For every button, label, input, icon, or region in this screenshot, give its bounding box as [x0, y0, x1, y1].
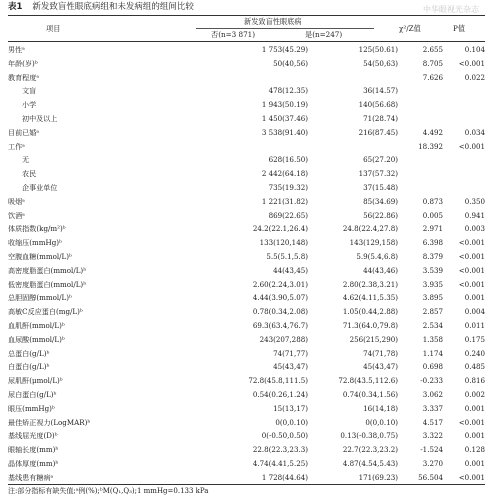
cell-no-group: 133(120,148) [259, 238, 308, 248]
cell-no-group [158, 71, 308, 85]
row-label: 饮酒ᵃ [8, 210, 25, 220]
cell-statistic: 2.655 [422, 45, 443, 54]
cell-p-value: <0.001 [458, 251, 485, 261]
cell-statistic: 3.935 [422, 279, 443, 289]
row-label: 总胆固醇(mmol/L)ᵇ [8, 293, 72, 303]
row-label: 白蛋白(g/L)ᵇ [8, 362, 50, 372]
row-label: 眼压(mmHg)ᵇ [8, 403, 55, 413]
cell-yes-group: 85(34.69) [363, 196, 398, 206]
table-row [8, 374, 485, 388]
header-p: P值 [453, 24, 466, 33]
row-label: 农民 [22, 169, 37, 179]
row-label: 小学 [22, 100, 37, 110]
cell-statistic: 7.626 [422, 72, 443, 82]
table-number: 表1 [8, 2, 23, 12]
row-label: 体质指数(kg/m²)ᵇ [8, 224, 66, 234]
cell-no-group: 869(22.65) [268, 210, 308, 220]
cell-yes-group: 24.8(22.4,27.8) [342, 224, 398, 234]
cell-statistic: 0.698 [422, 362, 443, 372]
table-row [8, 360, 485, 374]
table-row [8, 429, 485, 443]
data-table [8, 43, 485, 485]
table-row [8, 347, 485, 361]
cell-no-group: 0(0,0.10) [275, 417, 308, 427]
cell-no-group: 628(16.50) [268, 155, 308, 165]
cell-yes-group: 44(43,46) [363, 265, 398, 275]
cell-yes-group: 5.9(5.4,6.8) [356, 251, 398, 261]
row-label: 血尿酸(mmol/L)ᵇ [8, 334, 65, 344]
header-item: 项目 [46, 24, 61, 33]
cell-yes-group: 256(215,290) [349, 334, 398, 344]
table-row [8, 305, 485, 319]
table-row [8, 319, 485, 333]
cell-p-value: 0.001 [464, 431, 485, 441]
row-label: 空腹血糖(mmol/L)ᵇ [8, 251, 72, 261]
table-row [8, 126, 485, 140]
cell-yes-group: 171(69.23) [358, 472, 398, 482]
cell-statistic: -0.233 [420, 376, 443, 386]
cell-no-group: 4.44(3.90,5.07) [252, 293, 308, 303]
row-label: 晶体厚度(mm)ᵇ [8, 458, 59, 468]
cell-yes-group: 0.13(-0.38,0.75) [340, 431, 398, 441]
table-row [8, 333, 485, 347]
cell-no-group: 1 221(31.82) [261, 196, 308, 206]
cell-p-value: <0.001 [458, 58, 485, 68]
row-label: 基线屈光度(D)ᵇ [8, 431, 58, 441]
cell-no-group: 2.60(2.24,3.01) [252, 279, 308, 289]
cell-p-value [443, 112, 485, 126]
cell-statistic: 3.539 [422, 265, 443, 275]
cell-no-group: 0.54(0.26,1.24) [252, 389, 308, 399]
table-row [8, 457, 485, 471]
cell-no-group: 3 538(91.40) [261, 127, 308, 137]
cell-p-value [443, 153, 485, 167]
cell-p-value [443, 167, 485, 181]
cell-yes-group: 72.8(43.5,112.6) [338, 376, 398, 386]
table-title: 新发致盲性眼底病组和未发病组的组间比较 [32, 2, 194, 12]
cell-statistic: 4.517 [422, 417, 443, 427]
cell-no-group: 1 728(44.64) [261, 472, 308, 482]
cell-p-value: 0.001 [464, 403, 485, 413]
cell-no-group: 5.5(5.1,5.8) [266, 251, 308, 261]
row-label: 年龄(岁)ᵇ [8, 58, 38, 68]
cell-statistic: 1.358 [422, 334, 443, 344]
row-label: 教育程度ᵃ [8, 72, 40, 82]
row-label: 收缩压(mmHg)ᵇ [8, 238, 62, 248]
cell-statistic [398, 112, 443, 126]
row-label: 基线患有糖病ᵃ [8, 472, 54, 482]
bottom-rule [8, 484, 485, 485]
header-no: 否(n=3 871) [211, 30, 256, 39]
cell-statistic [398, 98, 443, 112]
table-row [8, 195, 485, 209]
cell-no-group: 735(19.32) [268, 182, 308, 192]
table-row [8, 443, 485, 457]
cell-statistic: 56.504 [418, 472, 443, 482]
cell-yes-group: 2.80(2.38,3.21) [342, 279, 398, 289]
row-label: 眼轴长度(mm)ᵇ [8, 445, 59, 455]
cell-p-value: 0.004 [464, 307, 485, 317]
cell-yes-group: 4.62(4.11,5.35) [342, 293, 398, 303]
cell-statistic: 3.337 [422, 403, 443, 413]
cell-p-value: <0.001 [458, 265, 485, 275]
table-row [8, 222, 485, 236]
cell-p-value: <0.001 [458, 417, 485, 427]
cell-yes-group: 54(50,63) [363, 58, 398, 68]
cell-p-value: 0.022 [464, 72, 485, 82]
cell-p-value: <0.001 [458, 238, 485, 248]
row-label: 尿肌酐(μmol/L)ᵇ [8, 376, 63, 386]
table-row [8, 153, 485, 167]
row-label: 高敏C反应蛋白(mg/L)ᵇ [8, 307, 83, 317]
cell-p-value [443, 181, 485, 195]
cell-yes-group: 45(43,47) [363, 362, 398, 372]
cell-yes-group: 16(14,18) [363, 403, 398, 413]
table-row [8, 71, 485, 85]
table-row [8, 43, 485, 57]
cell-statistic: 3.270 [422, 458, 443, 468]
header-rule [8, 41, 485, 42]
row-label: 文盲 [22, 86, 37, 96]
row-label: 工作ᵃ [8, 141, 25, 151]
cell-yes-group: 1.05(0.44,2.88) [342, 307, 398, 317]
row-label: 最佳矫正视力(LogMAR)ᵇ [8, 417, 91, 427]
cell-yes-group: 36(14.57) [363, 86, 398, 96]
cell-yes-group [308, 71, 398, 85]
cell-yes-group: 0.74(0.34,1.56) [342, 389, 398, 399]
cell-p-value: 0.816 [464, 376, 485, 386]
cell-no-group: 4.74(4.41,5.25) [252, 458, 308, 468]
table-row [8, 98, 485, 112]
cell-no-group: 72.8(45.8,111.5) [248, 376, 308, 386]
header-stat: χ²/Z值 [399, 24, 421, 33]
row-label: 吸烟ᵃ [8, 196, 25, 206]
cell-no-group: 15(13,17) [273, 403, 308, 413]
cell-no-group: 0.78(0.34,2.08) [252, 307, 308, 317]
cell-statistic: 3.322 [422, 431, 443, 441]
row-label: 男性ᵃ [8, 45, 25, 54]
cell-statistic [398, 153, 443, 167]
row-label: 总蛋白(g/L)ᵇ [8, 348, 50, 358]
cell-p-value: 0.128 [464, 445, 485, 455]
cell-statistic: 0.873 [422, 196, 443, 206]
cell-no-group: 50(40,56) [273, 58, 308, 68]
cell-yes-group: 37(15.48) [363, 182, 398, 192]
top-rule [8, 15, 485, 16]
cell-no-group: 0(-0.50,0.50) [261, 431, 308, 441]
row-label: 血肌酐(mmol/L)ᵇ [8, 320, 65, 330]
cell-no-group: 74(71,77) [273, 348, 308, 358]
table-row [8, 209, 485, 223]
cell-p-value: 0.003 [464, 224, 485, 234]
cell-statistic: 3.895 [422, 293, 443, 303]
cell-yes-group: 216(87.45) [358, 127, 398, 137]
cell-no-group: 1 753(45.29) [261, 45, 308, 54]
cell-p-value: 0.034 [464, 127, 485, 137]
cell-p-value: 0.175 [464, 334, 485, 344]
cell-no-group: 2 442(64.18) [261, 169, 308, 179]
cell-statistic: 1.174 [422, 348, 443, 358]
cell-yes-group: 140(56.68) [358, 100, 398, 110]
cell-statistic: 6.398 [422, 238, 443, 248]
cell-statistic: -1.524 [420, 445, 443, 455]
table-row [8, 291, 485, 305]
cell-p-value [443, 98, 485, 112]
cell-yes-group: 0(0,0.10) [365, 417, 398, 427]
cell-statistic: 2.857 [422, 307, 443, 317]
cell-yes-group: 4.87(4.54,5.43) [342, 458, 398, 468]
cell-p-value: 0.485 [464, 362, 485, 372]
cell-yes-group: 137(57.32) [358, 169, 398, 179]
cell-p-value: 0.941 [464, 210, 485, 220]
header-yes: 是(n=247) [305, 30, 343, 39]
table-row [8, 181, 485, 195]
table-row [8, 140, 485, 154]
cell-no-group: 478(12.35) [268, 86, 308, 96]
cell-yes-group: 71(28.74) [363, 113, 398, 123]
row-label: 无 [22, 155, 30, 165]
cell-p-value: <0.001 [458, 279, 485, 289]
cell-yes-group: 143(129,158) [349, 238, 398, 248]
cell-statistic: 4.492 [422, 127, 443, 137]
cell-no-group: 22.8(22.3,23.3) [252, 445, 308, 455]
cell-no-group: 1 943(50.19) [261, 100, 308, 110]
cell-no-group: 45(43,47) [273, 362, 308, 372]
table-row [8, 471, 485, 485]
cell-p-value: 0.001 [464, 458, 485, 468]
cell-statistic [398, 84, 443, 98]
cell-p-value: 0.240 [464, 348, 485, 358]
row-label: 目前已婚ᵃ [8, 127, 40, 137]
table-row [8, 112, 485, 126]
row-label: 初中及以上 [22, 113, 58, 123]
footnote: 注:部分指标有缺失值;ᵃ例(%);ᵇM(Q₁,Q₃);1 mmHg=0.133 kPa [8, 487, 209, 495]
table-row [8, 264, 485, 278]
cell-no-group: 243(207,288) [259, 334, 308, 344]
table-row [8, 278, 485, 292]
cell-p-value: <0.001 [458, 472, 485, 482]
group-rule [196, 28, 374, 29]
cell-statistic [398, 181, 443, 195]
cell-no-group: 24.2(22.1,26.4) [252, 224, 308, 234]
cell-statistic: 8.379 [422, 251, 443, 261]
cell-no-group: 1 450(37.46) [261, 113, 308, 123]
cell-statistic: 0.005 [422, 210, 443, 220]
cell-no-group: 69.3(63.4,76.7) [252, 320, 308, 330]
cell-p-value: 0.011 [464, 320, 485, 330]
header-group: 新发致盲性眼底病 [244, 17, 302, 26]
cell-yes-group [308, 140, 398, 154]
table-row [8, 416, 485, 430]
table-row [8, 57, 485, 71]
cell-p-value: 0.104 [464, 45, 485, 54]
cell-statistic: 2.971 [422, 224, 443, 234]
journal-watermark: 中华眼视光杂志 [423, 5, 479, 14]
cell-statistic: 3.062 [422, 389, 443, 399]
cell-yes-group: 22.7(22.3,23.2) [342, 445, 398, 455]
table-row [8, 84, 485, 98]
table-row [8, 167, 485, 181]
row-label: 低密度脂蛋白(mmol/L)ᵇ [8, 279, 87, 289]
cell-p-value: <0.001 [458, 141, 485, 151]
table-row [8, 250, 485, 264]
cell-no-group: 44(43,45) [273, 265, 308, 275]
cell-yes-group: 56(22.86) [363, 210, 398, 220]
table-caption [8, 2, 194, 13]
table-row [8, 388, 485, 402]
cell-statistic [398, 167, 443, 181]
table-row [8, 236, 485, 250]
table-row [8, 402, 485, 416]
cell-yes-group: 71.3(64.0,79.8) [342, 320, 398, 330]
row-label: 高密度脂蛋白(mmol/L)ᵇ [8, 265, 87, 275]
cell-no-group [158, 140, 308, 154]
cell-yes-group: 65(27.20) [363, 155, 398, 165]
row-label: 企事业单位 [22, 182, 58, 192]
cell-p-value [443, 84, 485, 98]
cell-yes-group: 125(50.61) [358, 45, 398, 54]
cell-statistic: 18.392 [418, 141, 443, 151]
cell-p-value: 0.350 [464, 196, 485, 206]
row-label: 尿白蛋白(g/L)ᵇ [8, 389, 57, 399]
cell-statistic: 2.534 [422, 320, 443, 330]
cell-statistic: 8.705 [422, 58, 443, 68]
cell-p-value: 0.001 [464, 293, 485, 303]
cell-p-value: 0.002 [464, 389, 485, 399]
cell-yes-group: 74(71,78) [363, 348, 398, 358]
